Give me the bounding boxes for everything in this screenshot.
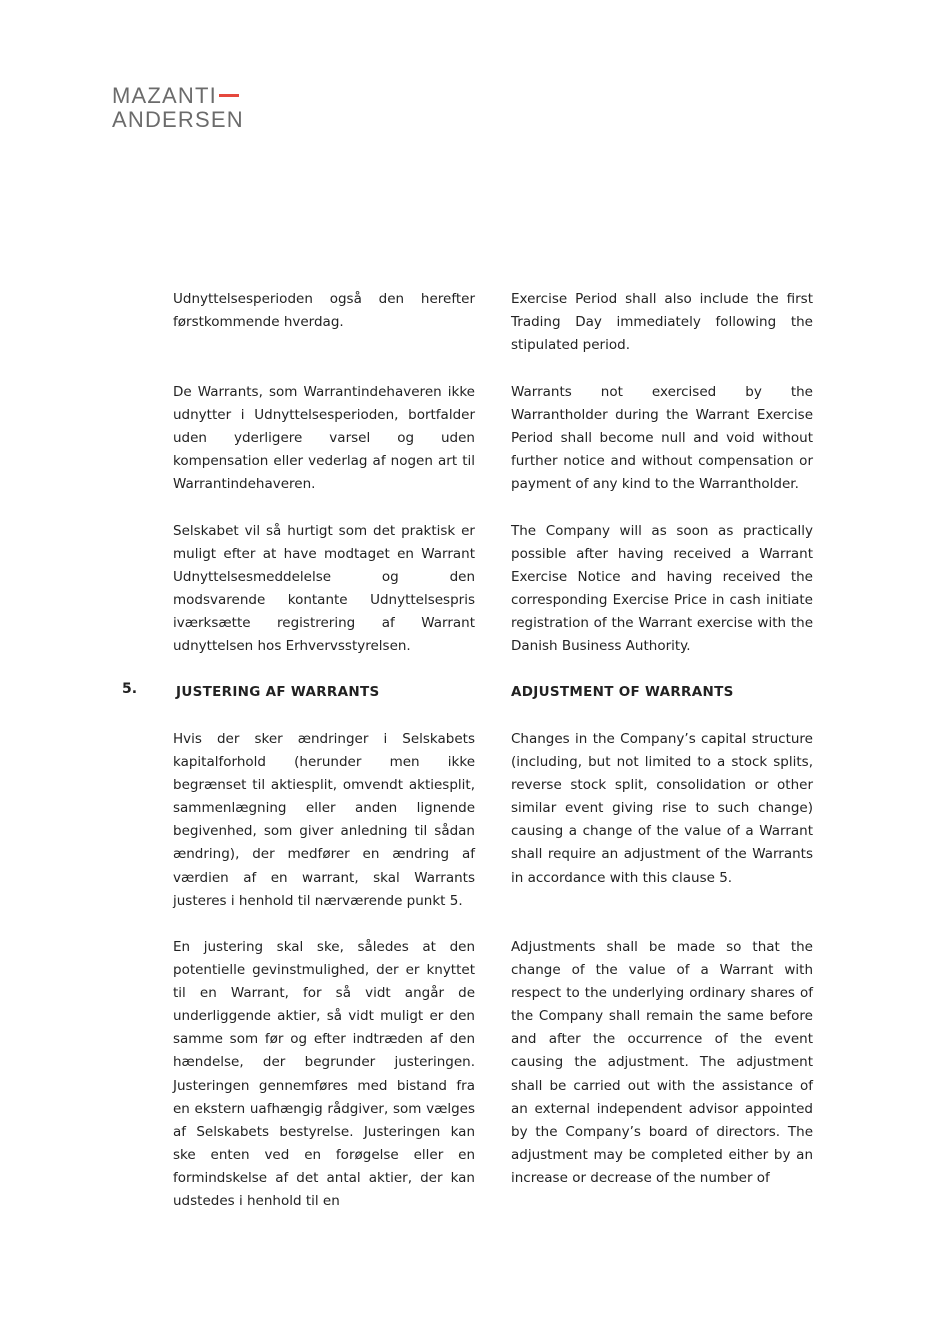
english-paragraph-1: Exercise Period shall also include the first Trading Day immediately following the stipulated period. xyxy=(511,291,813,354)
logo-line-1: MAZANTI xyxy=(112,83,217,108)
logo-line-2: ANDERSEN xyxy=(112,107,244,132)
english-paragraph-3: The Company will as soon as practically possible after having received a Warrant Exercise Notice and having received the corresponding Exercise Price in cash initiate registration of the Warrant exercise with the Danish Business Authority. xyxy=(511,523,813,655)
danish-paragraph-1: Udnyttelsesperioden også den herefter førstkommende hverdag. xyxy=(173,291,475,331)
section-number: 5. xyxy=(122,681,138,697)
danish-paragraph-3: Selskabet vil så hurtigt som det praktisk er muligt efter at have modtaget en Warrant Udnyttelsesmeddelelse og den modsvarende kontante Udnyttelsespris iværksætte registrering af Warrant udnyttelsen hos Erhvervsstyrelsen. xyxy=(173,523,475,655)
english-paragraph-4: Changes in the Company’s capital structure (including, but not limited to a stock splits, reverse stock split, consolidation or other similar event giving rise to such change) causing a change of the value of a Warrant shall require an adjustment of the Warrants in accordance with this clause 5. xyxy=(511,731,813,886)
danish-section-heading: JUSTERING AF WARRANTS xyxy=(176,684,380,700)
english-section-heading: ADJUSTMENT OF WARRANTS xyxy=(511,684,734,700)
logo-dash xyxy=(219,94,239,97)
english-paragraph-2: Warrants not exercised by the Warrantholder during the Warrant Exercise Period shall become null and void without further notice and without compensation or payment of any kind to the Warrantholder. xyxy=(511,384,813,493)
company-logo xyxy=(112,84,244,132)
english-paragraph-5: Adjustments shall be made so that the change of the value of a Warrant with respect to the underlying ordinary shares of the Company shall remain the same before and after the occurrence of the event causing the adjustment. The adjustment shall be carried out with the assistance of an external independent advisor appointed by the Company’s board of directors. The adjustment may be completed either by an increase or decrease of the number of xyxy=(511,939,813,1186)
danish-paragraph-5: En justering skal ske, således at den potentielle gevinstmulighed, der er knyttet til en Warrant, for så vidt angår de underliggende aktier, så vidt muligt er den samme som før og efter indtræden af den hændelse, der begrunder justeringen. Justeringen gennemføres med bistand fra en ekstern uafhængig rådgiver, som vælges af Selskabets bestyrelse. Justeringen kan ske enten ved en forøgelse eller en formindskelse af det antal aktier, der kan udstedes i henhold til en xyxy=(173,939,475,1210)
danish-paragraph-4: Hvis der sker ændringer i Selskabets kapitalforhold (herunder men ikke begrænset til aktiesplit, omvendt aktiesplit, sammenlægning eller anden lignende begivenhed, som giver anledning til sådan ændring), der medfører en ændring af værdien af en warrant, skal Warrants justeres i henhold til nærværende punkt 5. xyxy=(173,731,475,909)
danish-paragraph-2: De Warrants, som Warrantindehaveren ikke udnytter i Udnyttelsesperioden, bortfalder uden yderligere varsel og uden kompensation eller vederlag af nogen art til Warrantindehaveren. xyxy=(173,384,475,493)
